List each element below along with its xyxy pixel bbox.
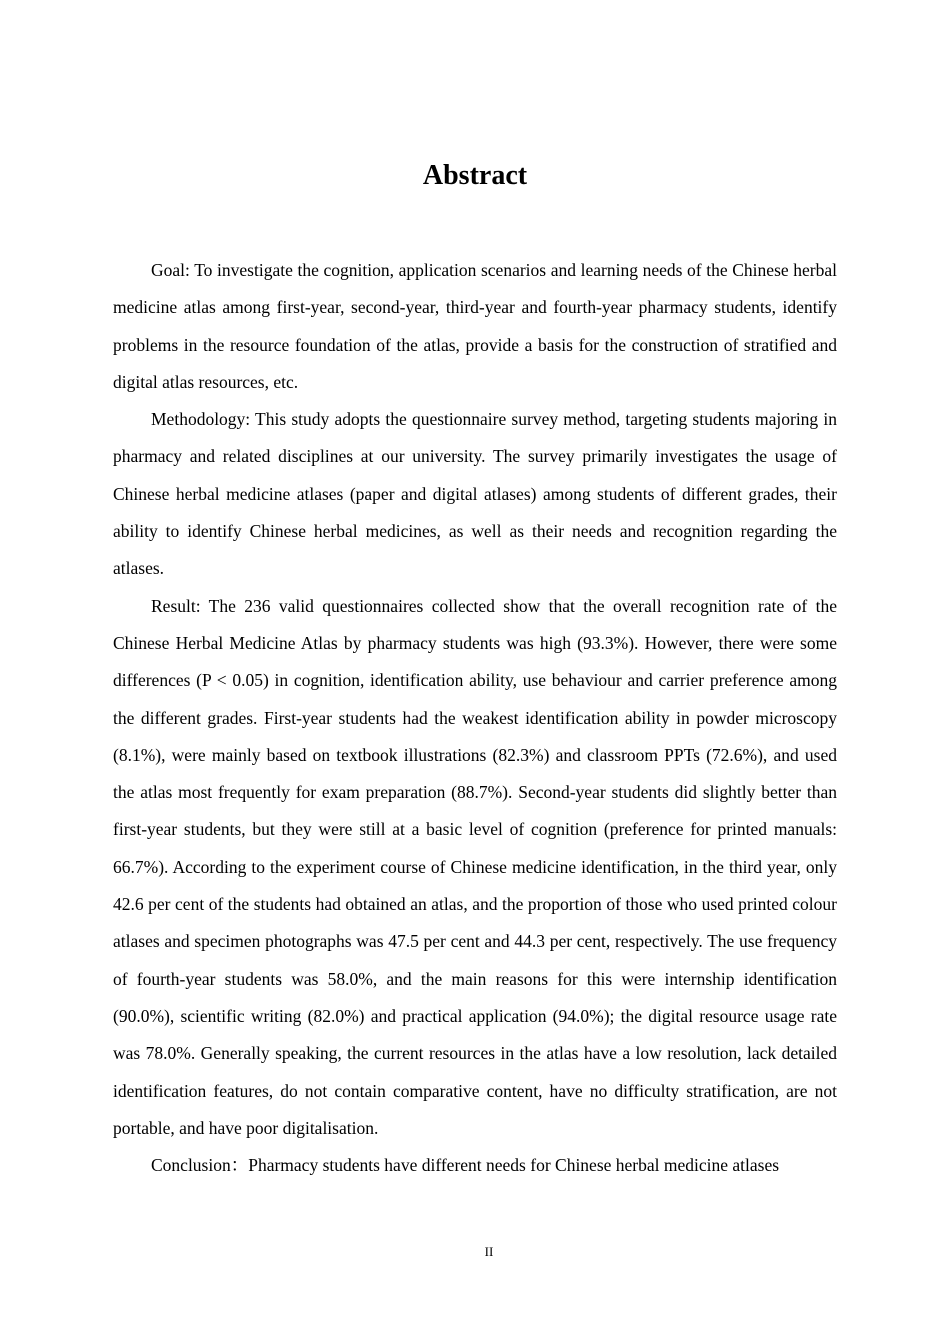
result-paragraph: Result: The 236 valid questionnaires collected show that the overall recognition rate of the Chinese Herbal Medicine Atlas by pharmacy students was high (93.3%). However, there were some differences (P < 0.05) in cognition, identification ability, use behaviour and carrier preference among the different grades. First-year students had the weakest identification ability in powder microscopy (8.1%), were mainly based on textbook illustrations (82.3%) and classroom PPTs (72.6%), and used the atlas most frequently for exam preparation (88.7%). Second-year students did slightly better than first-year students, but they were still at a basic level of cognition (preference for printed manuals: 66.7%). According to the experiment course of Chinese medicine identification, in the third year, only 42.6 per cent of the students had obtained an atlas, and the proportion of those who used printed colour atlases and specimen photographs was 47.5 per cent and 44.3 per cent, respectively. The use frequency of fourth-year students was 58.0%, and the main reasons for this were internship identification (90.0%), scientific writing (82.0%) and practical application (94.0%); the digital resource usage rate was 78.0%. Generally speaking, the current resources in the atlas have a low resolution, lack detailed identification features, do not contain comparative content, have no difficulty stratification, are not portable, and have poor digitalisation. (113, 595, 837, 1138)
page-number: II (484, 1244, 494, 1259)
abstract-title: Abstract (422, 160, 528, 191)
goal-paragraph: Goal: To investigate the cognition, application scenarios and learning needs of the Chinese herbal medicine atlas among first-year, second-year, third-year and fourth-year pharmacy students, identify problems in the resource foundation of the atlas, provide a basis for the construction of stratified and digital atlas resources, etc. (113, 260, 837, 392)
conclusion-paragraph: Conclusion：Pharmacy students have different needs for Chinese herbal medicine atlases (151, 1155, 780, 1176)
methodology-paragraph: Methodology: This study adopts the questionnaire survey method, targeting students majoring in pharmacy and related disciplines at our university. The survey primarily investigates the usage of Chinese herbal medicine atlases (paper and digital atlases) among students of different grades, their ability to identify Chinese herbal medicines, as well as their needs and recognition regarding the atlases. (113, 409, 837, 579)
abstract-body (113, 252, 837, 1184)
